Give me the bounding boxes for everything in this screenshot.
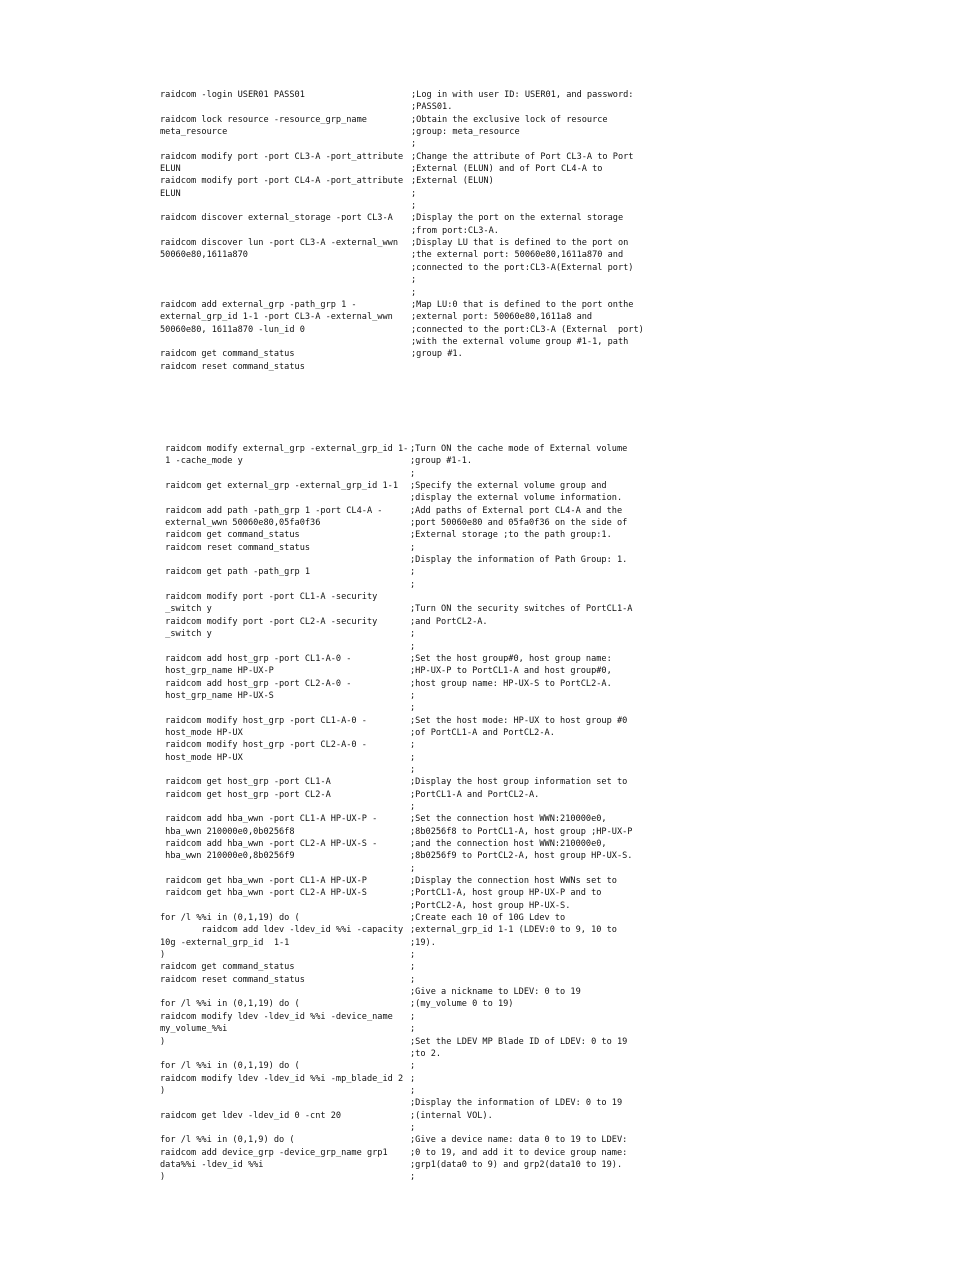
comment-text: ;external_grp_id 1-1 (LDEV:0 to 9, 10 to — [410, 925, 617, 936]
script-line — [160, 739, 660, 751]
comment-text: ;PortCL1-A and PortCL2-A. — [410, 789, 540, 800]
script-line — [160, 1110, 660, 1122]
comment-text: ; — [410, 629, 416, 640]
comment-text: ;connected to the port:CL3-A(External port) — [411, 262, 634, 273]
comment-text: ;Set the host mode: HP-UX to host group #0 — [410, 715, 628, 726]
comment-text: ;Obtain the exclusive lock of resource — [411, 114, 608, 125]
script-line — [160, 212, 660, 224]
command-text: host_mode HP-UX — [160, 727, 243, 738]
script-line — [160, 875, 660, 887]
comment-text: ;to 2. — [410, 1048, 442, 1059]
comment-text: ;Add paths of External port CL4-A and the — [410, 505, 623, 516]
script-line — [160, 249, 660, 261]
comment-text: ;Display the information of LDEV: 0 to 19 — [410, 1098, 623, 1109]
command-text: raidcom discover lun -port CL3-A -external_wwn — [160, 238, 398, 249]
comment-text: ;group #1-1. — [410, 456, 473, 467]
script-line — [160, 505, 660, 517]
script-line — [160, 1122, 660, 1134]
comment-text: ; — [410, 641, 416, 652]
script-line — [160, 801, 660, 813]
comment-text: ; — [410, 1085, 416, 1096]
script-line — [160, 949, 660, 961]
comment-text: ;and PortCL2-A. — [410, 616, 488, 627]
script-line — [160, 1159, 660, 1171]
script-block-external-storage-setup — [160, 89, 660, 373]
script-line — [160, 1171, 660, 1183]
script-line — [160, 1060, 660, 1072]
command-text: ELUN — [160, 188, 181, 199]
command-text: 10g -external_grp_id 1-1 — [160, 937, 290, 948]
command-text: raidcom add host_grp -port CL2-A-0 - — [160, 678, 352, 689]
command-text: raidcom modify host_grp -port CL1-A-0 - — [160, 715, 367, 726]
script-line — [160, 937, 660, 949]
command-text: host_grp_name HP-UX-S — [160, 690, 274, 701]
script-line — [160, 702, 660, 714]
comment-text: ; — [410, 579, 416, 590]
script-line — [160, 138, 660, 150]
script-line — [160, 336, 660, 348]
comment-text: ; — [410, 752, 416, 763]
comment-text: ;Give a device name: data 0 to 19 to LDEV: — [410, 1135, 628, 1146]
script-line — [160, 912, 660, 924]
script-line — [160, 776, 660, 788]
command-text: raidcom get hba_wwn -port CL2-A HP-UX-S — [160, 888, 367, 899]
comment-text: ; — [410, 703, 416, 714]
script-line — [160, 566, 660, 578]
command-text: raidcom add host_grp -port CL1-A-0 - — [160, 653, 352, 664]
script-line — [160, 628, 660, 640]
script-line — [160, 114, 660, 126]
comment-text: ;group: meta_resource — [411, 127, 520, 138]
comment-text: ;from port:CL3-A. — [411, 225, 499, 236]
script-line — [160, 1134, 660, 1146]
command-text: host_grp_name HP-UX-P — [160, 666, 274, 677]
command-text: raidcom modify host_grp -port CL2-A-0 - — [160, 740, 367, 751]
comment-text: ;port 50060e80 and 05fa0f36 on the side of — [410, 518, 628, 529]
script-line — [160, 1073, 660, 1085]
script-line — [160, 1085, 660, 1097]
comment-text: ; — [410, 690, 416, 701]
script-line — [160, 579, 660, 591]
comment-text: ; — [410, 1122, 416, 1133]
comment-text: ;Set the host group#0, host group name: — [410, 653, 612, 664]
command-text: ) — [160, 1036, 166, 1047]
script-line — [160, 961, 660, 973]
command-text: raidcom get host_grp -port CL2-A — [160, 789, 331, 800]
comment-text: ; — [411, 275, 417, 286]
script-line — [160, 468, 660, 480]
comment-text: ;(internal VOL). — [410, 1110, 493, 1121]
command-text: raidcom add device_grp -device_grp_name grp1 — [160, 1147, 388, 1158]
comment-text: ; — [410, 740, 416, 751]
command-text: 1 -cache_mode y — [160, 456, 243, 467]
command-text: _switch y — [160, 604, 212, 615]
command-text: hba_wwn 210000e0,8b0256f9 — [160, 851, 295, 862]
script-line — [160, 690, 660, 702]
command-text: raidcom add ldev -ldev_id %%i -capacity — [160, 925, 404, 936]
command-text: 50060e80, 1611a870 -lun_id 0 — [160, 324, 305, 335]
script-line — [160, 863, 660, 875]
script-line — [160, 616, 660, 628]
comment-text: ;19). — [410, 937, 436, 948]
script-line — [160, 542, 660, 554]
script-line — [160, 299, 660, 311]
script-line — [160, 1023, 660, 1035]
command-text: raidcom modify port -port CL3-A -port_attribute — [160, 151, 404, 162]
script-line — [160, 151, 660, 163]
script-line — [160, 591, 660, 603]
comment-text: ;grp1(data0 to 9) and grp2(data10 to 19). — [410, 1159, 623, 1170]
comment-text: ;HP-UX-P to PortCL1-A and host group#0, — [410, 666, 612, 677]
comment-text: ; — [410, 1073, 416, 1084]
comment-text: ; — [410, 1172, 416, 1183]
comment-text: ; — [410, 1024, 416, 1035]
command-text: raidcom -login USER01 PASS01 — [160, 90, 305, 100]
command-text: for /l %%i in (0,1,19) do ( — [160, 1061, 300, 1072]
comment-text: ;(my_volume 0 to 19) — [410, 999, 514, 1010]
script-line — [160, 998, 660, 1010]
comment-text: ;Change the attribute of Port CL3-A to Port — [411, 151, 634, 162]
command-text: meta_resource — [160, 127, 228, 138]
script-line — [160, 653, 660, 665]
command-text: my_volume_%%i — [160, 1024, 228, 1035]
script-line — [160, 665, 660, 677]
comment-text: ;Display the host group information set to — [410, 777, 628, 788]
command-text: raidcom add hba_wwn -port CL2-A HP-UX-S - — [160, 839, 378, 849]
script-line — [160, 641, 660, 653]
comment-text: ;group #1. — [411, 349, 463, 360]
script-line — [160, 603, 660, 615]
script-line — [160, 900, 660, 912]
script-line — [160, 492, 660, 504]
script-line — [160, 455, 660, 467]
script-line — [160, 237, 660, 249]
script-line — [160, 813, 660, 825]
script-line — [160, 175, 660, 187]
script-block-host-and-ldev-setup — [160, 443, 660, 1184]
script-line — [160, 1097, 660, 1109]
comment-text: ;the external port: 50060e80,1611a870 and — [411, 250, 624, 261]
script-line — [160, 1147, 660, 1159]
comment-text: ;External (ELUN) and of Port CL4-A to — [411, 164, 603, 175]
comment-text: ;Display the port on the external storage — [411, 213, 624, 224]
script-line — [160, 1011, 660, 1023]
comment-text: ;Turn ON the security switches of PortCL1-A — [410, 604, 633, 615]
script-line — [160, 554, 660, 566]
command-text: raidcom get external_grp -external_grp_id 1-1 — [160, 481, 398, 492]
comment-text: ; — [411, 188, 417, 199]
command-text: raidcom modify ldev -ldev_id %%i -device_name — [160, 1011, 393, 1022]
script-line — [160, 974, 660, 986]
command-text: raidcom modify port -port CL4-A -port_attribute — [160, 176, 404, 187]
command-text: raidcom add hba_wwn -port CL1-A HP-UX-P - — [160, 814, 378, 825]
comment-text: ;8b0256f9 to PortCL2-A, host group HP-UX-S. — [410, 851, 633, 862]
command-text: raidcom add external_grp -path_grp 1 - — [160, 299, 357, 310]
comment-text: ;of PortCL1-A and PortCL2-A. — [410, 727, 555, 738]
command-text: ) — [160, 950, 166, 961]
script-line — [160, 986, 660, 998]
script-line — [160, 443, 660, 455]
script-line — [160, 188, 660, 200]
script-line — [160, 826, 660, 838]
comment-text: ;Create each 10 of 10G Ldev to — [410, 913, 566, 924]
comment-text: ;PASS01. — [411, 102, 453, 113]
comment-text: ;Set the LDEV MP Blade ID of LDEV: 0 to 19 — [410, 1036, 628, 1047]
command-text: ELUN — [160, 164, 181, 175]
command-text: raidcom modify external_grp -external_grp_id 1- — [160, 444, 409, 454]
script-line — [160, 838, 660, 850]
script-line — [160, 101, 660, 113]
script-line — [160, 361, 660, 373]
comment-text: ; — [410, 764, 416, 775]
comment-text: ; — [410, 567, 416, 578]
script-line — [160, 752, 660, 764]
comment-text: ;8b0256f8 to PortCL1-A, host group ;HP-UX-P — [410, 826, 633, 837]
script-line — [160, 850, 660, 862]
comment-text: ;Give a nickname to LDEV: 0 to 19 — [410, 987, 581, 998]
comment-text: ;Display the connection host WWNs set to — [410, 876, 617, 887]
script-line — [160, 1036, 660, 1048]
command-text: raidcom reset command_status — [160, 542, 311, 553]
comment-text: ;and the connection host WWN:210000e0, — [410, 839, 607, 849]
command-text: raidcom get host_grp -port CL1-A — [160, 777, 331, 788]
comment-text: ;connected to the port:CL3-A (External port) — [411, 324, 644, 335]
script-line — [160, 764, 660, 776]
command-text: raidcom add path -path_grp 1 -port CL4-A - — [160, 505, 383, 516]
command-text: ) — [160, 1085, 166, 1096]
command-text: raidcom reset command_status — [160, 974, 305, 985]
script-line — [160, 517, 660, 529]
command-text: raidcom get command_status — [160, 530, 300, 541]
command-text: external_wwn 50060e80,05fa0f36 — [160, 518, 321, 529]
comment-text: ;External (ELUN) — [411, 176, 494, 187]
comment-text: ;Map LU:0 that is defined to the port onthe — [411, 299, 634, 310]
command-text: for /l %%i in (0,1,19) do ( — [160, 999, 300, 1010]
script-line — [160, 924, 660, 936]
comment-text: ;with the external volume group #1-1, path — [411, 336, 629, 347]
command-text: raidcom modify port -port CL2-A -security — [160, 616, 378, 627]
script-line — [160, 678, 660, 690]
command-text: raidcom reset command_status — [160, 361, 305, 372]
command-text: raidcom get path -path_grp 1 — [160, 567, 311, 578]
script-line — [160, 529, 660, 541]
comment-text: ; — [410, 801, 416, 812]
command-text: external_grp_id 1-1 -port CL3-A -external_wwn — [160, 312, 393, 323]
comment-text: ;Log in with user ID: USER01, and password: — [411, 90, 634, 100]
comment-text: ;Display the information of Path Group: 1. — [410, 555, 628, 566]
script-line — [160, 287, 660, 299]
script-line — [160, 348, 660, 360]
script-line — [160, 311, 660, 323]
comment-text: ;Display LU that is defined to the port on — [411, 238, 629, 249]
comment-text: ;Set the connection host WWN:210000e0, — [410, 814, 607, 825]
script-line — [160, 126, 660, 138]
comment-text: ; — [410, 974, 416, 985]
comment-text: ;display the external volume information. — [410, 493, 623, 504]
comment-text: ;PortCL1-A, host group HP-UX-P and to — [410, 888, 602, 899]
comment-text: ;host group name: HP-UX-S to PortCL2-A. — [410, 678, 612, 689]
command-text: raidcom get command_status — [160, 962, 295, 973]
command-text: raidcom modify ldev -ldev_id %%i -mp_blade_id 2 — [160, 1073, 404, 1084]
script-line — [160, 727, 660, 739]
command-text: hba_wwn 210000e0,0b0256f8 — [160, 826, 295, 837]
comment-text: ; — [411, 201, 417, 212]
comment-text: ; — [410, 1011, 416, 1022]
script-line — [160, 324, 660, 336]
command-text: host_mode HP-UX — [160, 752, 243, 763]
command-text: for /l %%i in (0,1,19) do ( — [160, 913, 300, 924]
command-text: raidcom discover external_storage -port CL3-A — [160, 213, 393, 224]
comment-text: ;external port: 50060e80,1611a8 and — [411, 312, 593, 323]
script-line — [160, 262, 660, 274]
script-line — [160, 887, 660, 899]
command-text: _switch y — [160, 629, 212, 640]
script-line — [160, 200, 660, 212]
command-text: data%%i -ldev_id %%i — [160, 1159, 264, 1170]
script-line — [160, 274, 660, 286]
command-text: raidcom modify port -port CL1-A -security — [160, 592, 378, 603]
comment-text: ; — [410, 863, 416, 874]
script-line — [160, 480, 660, 492]
comment-text: ; — [410, 950, 416, 961]
comment-text: ; — [410, 1061, 416, 1072]
comment-text: ; — [410, 468, 416, 479]
comment-text: ;PortCL2-A, host group HP-UX-S. — [410, 900, 571, 911]
script-line — [160, 163, 660, 175]
command-text: raidcom get hba_wwn -port CL1-A HP-UX-P — [160, 876, 367, 887]
command-text: 50060e80,1611a870 — [160, 250, 248, 261]
command-text: raidcom get ldev -ldev_id 0 -cnt 20 — [160, 1110, 342, 1121]
script-line — [160, 225, 660, 237]
comment-text: ; — [411, 139, 417, 150]
command-text: raidcom get command_status — [160, 349, 295, 360]
comment-text: ; — [410, 542, 416, 553]
comment-text: ; — [411, 287, 417, 298]
command-text: for /l %%i in (0,1,9) do ( — [160, 1135, 295, 1146]
comment-text: ;Specify the external volume group and — [410, 481, 607, 492]
script-line — [160, 715, 660, 727]
script-line — [160, 789, 660, 801]
comment-text: ; — [410, 962, 416, 973]
script-line — [160, 89, 660, 101]
comment-text: ;External storage ;to the path group:1. — [410, 530, 612, 541]
command-text: raidcom lock resource -resource_grp_name — [160, 114, 367, 125]
command-text: ) — [160, 1172, 166, 1183]
comment-text: ;0 to 19, and add it to device group name: — [410, 1147, 628, 1158]
script-line — [160, 1048, 660, 1060]
comment-text: ;Turn ON the cache mode of External volume — [410, 444, 628, 454]
